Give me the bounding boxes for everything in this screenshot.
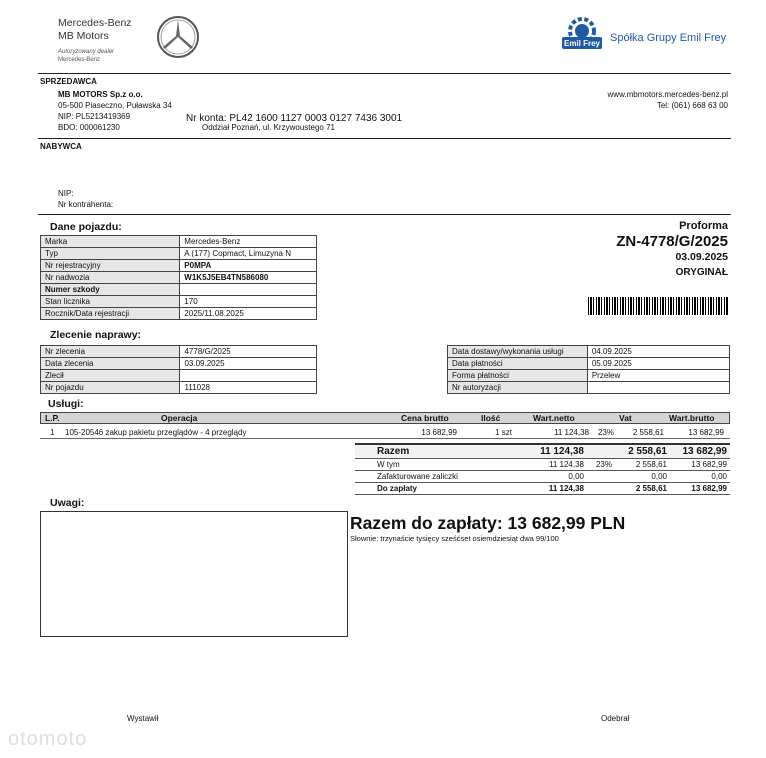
vehicle-value: Mercedes-Benz bbox=[180, 236, 317, 248]
order-label: Nr zlecenia bbox=[41, 346, 180, 358]
summary-gross: 13 682,99 bbox=[670, 444, 730, 459]
group-text: Spółka Grupy Emil Frey bbox=[610, 32, 727, 44]
table-row bbox=[41, 308, 317, 320]
summary-net: 11 124,38 bbox=[495, 459, 587, 471]
order-label: Forma płatności bbox=[448, 370, 588, 382]
table-row bbox=[41, 296, 317, 308]
table-row bbox=[41, 248, 317, 260]
table-row bbox=[41, 272, 317, 284]
vehicle-label: Nr rejestracyjny bbox=[41, 260, 180, 272]
services-row-divider bbox=[40, 438, 730, 439]
doc-copy: ORYGINAŁ bbox=[675, 267, 728, 278]
col-net: Wart.netto bbox=[533, 413, 575, 423]
summary-gross: 0,00 bbox=[670, 471, 730, 483]
notes-title: Uwagi: bbox=[50, 497, 85, 509]
summary-row bbox=[355, 459, 730, 471]
table-row bbox=[448, 346, 730, 358]
order-value bbox=[587, 382, 729, 394]
summary-label: Razem bbox=[355, 444, 495, 459]
summary-net: 0,00 bbox=[495, 471, 587, 483]
table-row bbox=[41, 284, 317, 296]
buyer-label: NABYWCA bbox=[40, 142, 82, 151]
gear-icon bbox=[560, 15, 604, 55]
vehicle-value: 2025/11.08.2025 bbox=[180, 308, 317, 320]
brand-line2: MB Motors bbox=[58, 30, 109, 42]
order-label: Zlecił bbox=[41, 370, 180, 382]
order-value bbox=[180, 370, 317, 382]
summary-rate bbox=[587, 483, 615, 495]
order-left-table bbox=[40, 345, 317, 394]
summary-rate bbox=[587, 444, 615, 459]
emil-frey-badge: Emil Frey bbox=[563, 39, 600, 48]
services-title: Usługi: bbox=[48, 398, 84, 410]
seller-name: MB MOTORS Sp.z o.o. bbox=[58, 90, 143, 99]
summary-gross: 13 682,99 bbox=[670, 459, 730, 471]
row-lp: 1 bbox=[50, 428, 55, 437]
seller-phone: Tel: (061) 668 63 00 bbox=[656, 101, 728, 110]
row-vat-rate: 23% bbox=[597, 428, 614, 437]
table-row bbox=[41, 346, 317, 358]
issued-label: Wystawił bbox=[127, 714, 159, 723]
col-gross: Wart.brutto bbox=[669, 413, 715, 423]
summary-rate bbox=[587, 471, 615, 483]
doc-date: 03.09.2025 bbox=[675, 251, 728, 263]
doc-type: Proforma bbox=[679, 220, 728, 232]
summary-row bbox=[355, 483, 730, 495]
seller-branch: Oddział Poznań, ul. Krzywoustego 71 bbox=[202, 123, 335, 132]
order-label: Data płatności bbox=[448, 358, 588, 370]
summary-rate: 23% bbox=[587, 459, 615, 471]
vehicle-value: 170 bbox=[180, 296, 317, 308]
payment-words: Słownie: trzynaście tysięcy sześćset osiemdziesiąt dwa 99/100 bbox=[350, 534, 559, 543]
summary-vat: 2 558,61 bbox=[615, 459, 670, 471]
order-label: Data dostawy/wykonania usługi bbox=[448, 346, 588, 358]
row-price: 13 682,99 bbox=[421, 428, 457, 437]
buyer-divider bbox=[38, 214, 731, 215]
vehicle-label: Nr nadwozia bbox=[41, 272, 180, 284]
col-vat: Vat bbox=[619, 413, 632, 423]
vehicle-value: W1K5J5EB4TN586080 bbox=[180, 272, 317, 284]
col-price: Cena brutto bbox=[401, 413, 449, 423]
col-qty: Ilość bbox=[481, 413, 501, 423]
vehicle-title: Dane pojazdu: bbox=[50, 221, 122, 233]
order-value: 05.09.2025 bbox=[587, 358, 729, 370]
summary-row bbox=[355, 444, 730, 459]
mercedes-star-icon bbox=[153, 14, 203, 60]
order-title: Zlecenie naprawy: bbox=[50, 329, 142, 341]
summary-vat: 0,00 bbox=[615, 471, 670, 483]
row-operation: 105-20546 zakup pakietu przeglądów - 4 przeglądy bbox=[65, 428, 247, 437]
row-qty: 1 szt bbox=[495, 428, 512, 437]
order-value: 4778/G/2025 bbox=[180, 346, 317, 358]
summary-net: 11 124,38 bbox=[495, 483, 587, 495]
order-label: Data zlecenia bbox=[41, 358, 180, 370]
order-label: Nr pojazdu bbox=[41, 382, 180, 394]
table-row bbox=[41, 382, 317, 394]
summary-row bbox=[355, 471, 730, 483]
table-row bbox=[448, 370, 730, 382]
vehicle-label: Stan licznika bbox=[41, 296, 180, 308]
seller-address: 05-500 Piaseczno, Puławska 34 bbox=[58, 101, 172, 110]
row-net: 11 124,38 bbox=[554, 428, 589, 437]
vehicle-value bbox=[180, 284, 317, 296]
vehicle-value: A (177) Copmact, Limuzyna N bbox=[180, 248, 317, 260]
received-label: Odebrał bbox=[601, 714, 630, 723]
table-row bbox=[448, 358, 730, 370]
seller-bdo: BDO: 000061230 bbox=[58, 123, 120, 132]
vehicle-table bbox=[40, 235, 317, 320]
summary-label: Zafakturowane zaliczki bbox=[355, 471, 495, 483]
seller-nip: NIP: PL5213419369 bbox=[58, 112, 131, 121]
seller-website: www.mbmotors.mercedes-benz.pl bbox=[607, 90, 728, 99]
services-header bbox=[40, 412, 730, 424]
row-vat: 2 558,61 bbox=[632, 428, 664, 437]
dealer-brand bbox=[58, 17, 132, 64]
summary-vat: 2 558,61 bbox=[615, 483, 670, 495]
order-value: Przelew bbox=[587, 370, 729, 382]
order-value: 03.09.2025 bbox=[180, 358, 317, 370]
vehicle-label: Typ bbox=[41, 248, 180, 260]
vehicle-label: Rocznik/Data rejestracji bbox=[41, 308, 180, 320]
seller-account: Nr konta: PL42 1600 1127 0003 0127 7436 3001 bbox=[186, 113, 403, 124]
summary-vat: 2 558,61 bbox=[615, 444, 670, 459]
table-row bbox=[41, 370, 317, 382]
notes-box bbox=[40, 511, 348, 637]
order-label: Nr autoryzacji bbox=[448, 382, 588, 394]
summary-label: W tym bbox=[355, 459, 495, 471]
row-gross: 13 682,99 bbox=[688, 428, 724, 437]
vehicle-label: Numer szkody bbox=[41, 284, 180, 296]
brand-sub2: Mercedes-Benz bbox=[58, 57, 101, 63]
table-row bbox=[41, 358, 317, 370]
summary-gross: 13 682,99 bbox=[670, 483, 730, 495]
summary-table bbox=[355, 443, 730, 495]
order-right-table bbox=[447, 345, 730, 394]
seller-label: SPRZEDAWCA bbox=[40, 77, 97, 86]
doc-number: ZN-4778/G/2025 bbox=[616, 233, 728, 250]
order-value: 111028 bbox=[180, 382, 317, 394]
table-row bbox=[41, 236, 317, 248]
vehicle-label: Marka bbox=[41, 236, 180, 248]
buyer-nip: NIP: bbox=[58, 189, 74, 198]
barcode bbox=[588, 297, 728, 315]
order-value: 04.09.2025 bbox=[587, 346, 729, 358]
seller-divider bbox=[38, 138, 731, 139]
col-operation: Operacja bbox=[161, 413, 198, 423]
brand-sub1: Autoryzowany dealer bbox=[58, 49, 115, 55]
table-row bbox=[448, 382, 730, 394]
table-row bbox=[41, 260, 317, 272]
summary-label: Do zapłaty bbox=[355, 483, 495, 495]
header-divider bbox=[38, 73, 731, 74]
brand-line1: Mercedes-Benz bbox=[58, 17, 132, 29]
emil-frey-logo bbox=[560, 15, 604, 55]
payment-total: Razem do zapłaty: 13 682,99 PLN bbox=[350, 513, 626, 533]
col-lp: L.P. bbox=[45, 413, 60, 423]
vehicle-value: P0MPA bbox=[180, 260, 317, 272]
summary-net: 11 124,38 bbox=[495, 444, 587, 459]
buyer-contractor: Nr kontrahenta: bbox=[58, 200, 114, 209]
watermark: otomoto bbox=[8, 728, 88, 750]
